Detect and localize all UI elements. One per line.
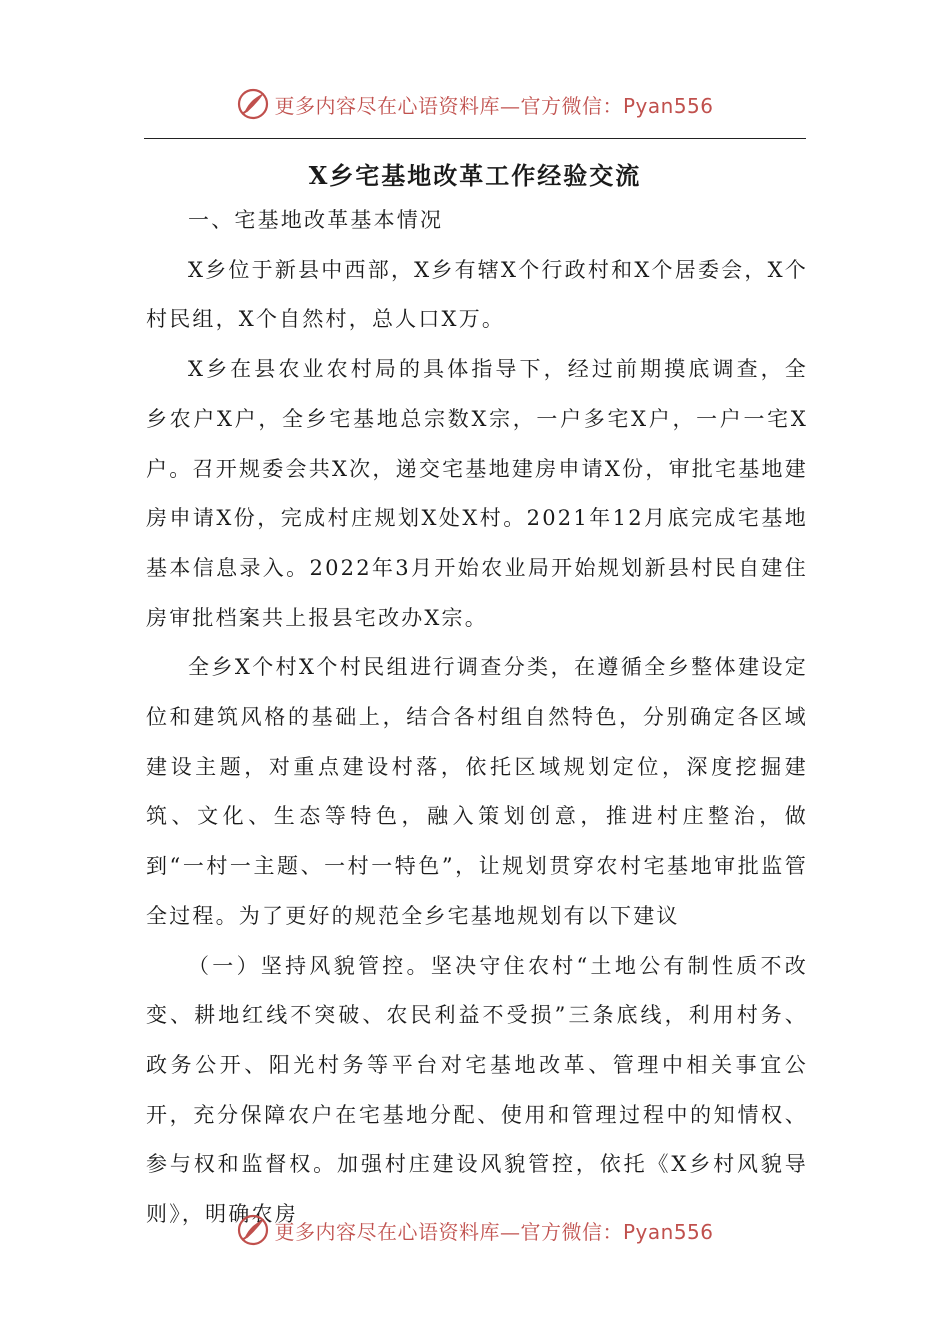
- watermark-contact-label: 官方微信：: [520, 93, 623, 118]
- watermark-separator: —: [499, 93, 521, 118]
- pen-logo-icon: [236, 87, 270, 121]
- watermark-text: [274, 90, 713, 119]
- section-heading: 一、宅基地改革基本情况: [188, 208, 444, 232]
- watermark-contact-label: 官方微信：: [520, 1219, 623, 1244]
- watermark-text: [274, 1216, 713, 1245]
- watermark-separator: —: [499, 1219, 521, 1244]
- paragraph: （一）坚持风貌管控。坚决守住农村“土地公有制性质不改变、耕地红线不突破、农民利益不受损”三条底线，利用村务、政务公开、阳光村务等平台对宅基地改革、管理中相关事宜公开，充分保障农户在宅基地分配、使用和管理过程中的知情权、参与权和监督权。加强村庄建设风貌管控，依托《X乡村风貌导则》，明确农房: [146, 953, 808, 1227]
- watermark-slogan: 更多内容尽在心语资料库: [274, 93, 500, 118]
- watermark-contact-id: Pyan556: [622, 1219, 714, 1244]
- pen-logo-icon: [236, 1213, 270, 1247]
- watermark-header: [0, 84, 950, 124]
- document-title: X乡宅基地改革工作经验交流: [308, 161, 642, 190]
- paragraph: X乡在县农业农村局的具体指导下，经过前期摸底调查，全乡农户X户，全乡宅基地总宗数X宗，一户多宅X户，一户一宅X户。召开规委会共X次，递交宅基地建房申请X份，审批宅基地建房申请X份，完成村庄规划X处X村。2021年12月底完成宅基地基本信息录入。2022年3月开始农业局开始规划新县村民自建住房审批档案共上报县宅改办X宗。: [146, 357, 808, 630]
- document-body: [146, 196, 808, 1240]
- watermark-footer: [0, 1210, 950, 1250]
- header-divider: [144, 138, 806, 139]
- paragraph: X乡位于新县中西部，X乡有辖X个行政村和X个居委会，X个村民组，X个自然村，总人口X万。: [146, 257, 808, 332]
- watermark-slogan: 更多内容尽在心语资料库: [274, 1219, 500, 1244]
- paragraph: 全乡X个村X个村民组进行调查分类，在遵循全乡整体建设定位和建筑风格的基础上，结合各村组自然特色，分别确定各区域建设主题，对重点建设村落，依托区域规划定位，深度挖掘建筑、文化、生态等特色，融入策划创意，推进村庄整治，做到“一村一主题、一村一特色”，让规划贯穿农村宅基地审批监管全过程。为了更好的规范全乡宅基地规划有以下建议: [146, 655, 808, 928]
- watermark-contact-id: Pyan556: [622, 93, 714, 118]
